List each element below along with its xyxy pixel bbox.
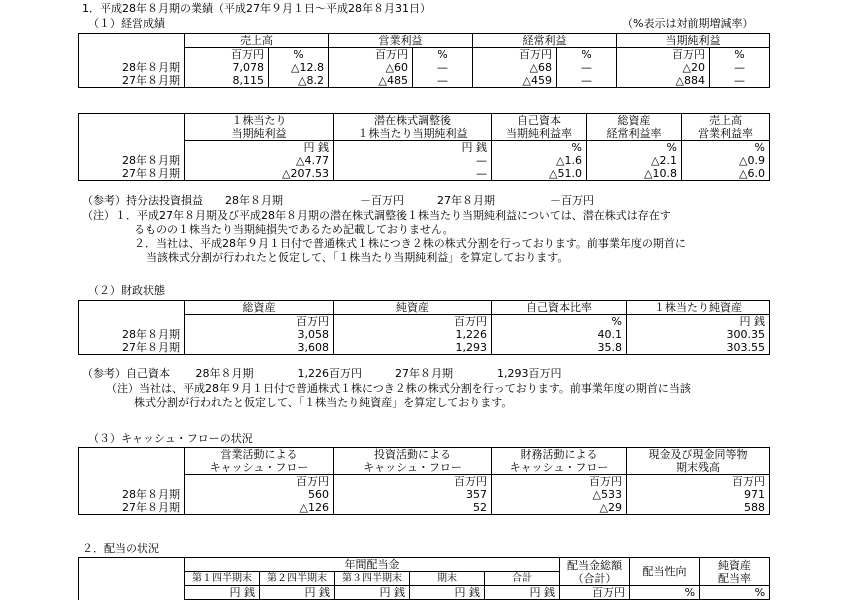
unit-cell: 百万円 (185, 315, 334, 329)
value-cell: △459 (473, 74, 557, 88)
per-share-table (78, 113, 770, 181)
col-header: 経常利益 (473, 34, 617, 48)
row-label: 28年８月期 (79, 61, 185, 74)
col-header: 期末 (410, 572, 485, 586)
value-cell: — (710, 74, 770, 88)
corner-cell (79, 448, 185, 475)
corner-cell (79, 586, 185, 600)
row-label: 28年８月期 (79, 488, 185, 501)
unit-cell: 円 銭 (260, 586, 335, 600)
value-cell: 8,115 (185, 74, 269, 88)
unit-cell: 円 銭 (335, 586, 410, 600)
unit-cell: 百万円 (185, 48, 269, 62)
percent-note: （%表示は対前期増減率） (622, 17, 754, 30)
table-row (79, 167, 770, 181)
unit-cell: 百万円 (560, 586, 630, 600)
col-header: 営業利益 (329, 34, 473, 48)
value-cell: 303.55 (627, 341, 770, 355)
value-cell: △126 (185, 501, 334, 515)
corner-cell (79, 475, 185, 489)
unit-cell: % (682, 141, 770, 155)
value-cell: — (557, 61, 617, 74)
table-row (79, 74, 770, 88)
col-header: 配当性向 (630, 558, 700, 586)
corner-cell (79, 141, 185, 155)
col-header: 第３四半期末 (335, 572, 410, 586)
table-row (79, 61, 770, 74)
table-row (79, 154, 770, 167)
notes-block (82, 209, 686, 265)
unit-cell: 円 銭 (185, 141, 334, 155)
table-row (79, 501, 770, 515)
col-header: 合計 (485, 572, 560, 586)
value-cell: — (710, 61, 770, 74)
unit-cell: 円 銭 (485, 586, 560, 600)
value-cell: △533 (492, 488, 627, 501)
col-header: 総資産 (185, 301, 334, 315)
corner-cell (79, 558, 185, 586)
section-title-cash-flows: （３）キャッシュ・フローの状況 (88, 432, 253, 445)
col-header: 営業活動による キャッシュ・フロー (185, 448, 334, 475)
value-cell: △8.2 (269, 74, 329, 88)
value-cell: 971 (627, 488, 770, 501)
col-header: 売上高 (185, 34, 329, 48)
value-cell: 560 (185, 488, 334, 501)
value-cell: △207.53 (185, 167, 334, 181)
unit-cell: % (492, 315, 627, 329)
note-line: 株式分割が行われたと仮定して、「１株当たり純資産」を算定しております。 (134, 396, 513, 409)
dividends-table (78, 557, 770, 600)
unit-cell: 百万円 (334, 315, 492, 329)
value-cell: 3,058 (185, 328, 334, 341)
value-cell: 7,078 (185, 61, 269, 74)
table-row (79, 328, 770, 341)
value-cell: 35.8 (492, 341, 627, 355)
value-cell: △10.8 (587, 167, 682, 181)
dividends-heading: ２．配当の状況 (82, 542, 159, 555)
col-header: 純資産 (334, 301, 492, 315)
value-cell: 1,226 (334, 328, 492, 341)
note-line: るものの１株当たり当期純損失であるため記載しておりません。 (134, 223, 454, 236)
value-cell: △12.8 (269, 61, 329, 74)
col-header: 純資産 配当率 (700, 558, 770, 586)
col-header: 売上高 営業利益率 (682, 114, 770, 141)
value-cell: 1,293 (334, 341, 492, 355)
reference-equity: （参考）自己資本 28年８月期 1,226百万円 27年８月期 1,293百万円 (82, 367, 562, 380)
notes-block (82, 382, 691, 410)
col-header: 第２四半期末 (260, 572, 335, 586)
value-cell: 40.1 (492, 328, 627, 341)
note-line: （注）１．平成27年８月期及び平成28年８月期の潜在株式調整後１株当たり当期純利益については、潜在株式は存在す (82, 209, 671, 222)
unit-cell: 百万円 (334, 475, 492, 489)
unit-cell: % (700, 586, 770, 600)
value-cell: 3,608 (185, 341, 334, 355)
section-title-operating-results: （１）経営成績 (88, 17, 165, 30)
value-cell: △485 (329, 74, 413, 88)
row-label: 28年８月期 (79, 328, 185, 341)
col-header: １株当たり純資産 (627, 301, 770, 315)
col-header: １株当たり 当期純利益 (185, 114, 334, 141)
table-row (79, 341, 770, 355)
reference-equity-method: （参考）持分法投資損益 28年８月期 －百万円 27年８月期 －百万円 (82, 194, 594, 207)
section-title-financial-position: （２）財政状態 (88, 284, 165, 297)
value-cell: △0.9 (682, 154, 770, 167)
unit-cell: 円 銭 (185, 586, 260, 600)
corner-cell (79, 301, 185, 315)
value-cell: △68 (473, 61, 557, 74)
unit-cell: % (587, 141, 682, 155)
value-cell: — (557, 74, 617, 88)
page-heading: 1．平成28年８月期の業績（平成27年９月１日～平成28年８月31日） (82, 2, 431, 15)
value-cell: △20 (617, 61, 710, 74)
value-cell: — (413, 61, 473, 74)
operating-results-table (78, 33, 770, 88)
annual-dividend-header: 年間配当金 (185, 558, 560, 572)
note-line: （注）当社は、平成28年９月１日付で普通株式１株につき２株の株式分割を行っております。前事業年度の期首に当該 (106, 382, 691, 395)
col-header: 潜在株式調整後 １株当たり当期純利益 (334, 114, 492, 141)
value-cell: — (334, 167, 492, 181)
unit-cell: 百万円 (627, 475, 770, 489)
col-header: 財務活動による キャッシュ・フロー (492, 448, 627, 475)
corner-cell (79, 315, 185, 329)
financial-position-table (78, 300, 770, 355)
value-cell: 357 (334, 488, 492, 501)
col-header: 自己資本比率 (492, 301, 627, 315)
unit-cell: 円 銭 (334, 141, 492, 155)
unit-cell: 百万円 (473, 48, 557, 62)
value-cell: — (413, 74, 473, 88)
row-label: 27年８月期 (79, 74, 185, 88)
value-cell: 300.35 (627, 328, 770, 341)
row-label: 28年８月期 (79, 154, 185, 167)
corner-cell (79, 34, 185, 48)
unit-cell: % (710, 48, 770, 62)
unit-cell: 百万円 (492, 475, 627, 489)
note-line: 当該株式分割が行われたと仮定して、「１株当たり当期純利益」を算定しております。 (146, 251, 569, 264)
unit-cell: 百万円 (185, 475, 334, 489)
value-cell: 588 (627, 501, 770, 515)
col-header: 自己資本 当期純利益率 (492, 114, 587, 141)
col-header: 第１四半期末 (185, 572, 260, 586)
corner-cell (79, 114, 185, 141)
row-label: 27年８月期 (79, 341, 185, 355)
row-label: 27年８月期 (79, 501, 185, 515)
col-header: 総資産 経常利益率 (587, 114, 682, 141)
value-cell: △1.6 (492, 154, 587, 167)
table-row (79, 488, 770, 501)
value-cell: △60 (329, 61, 413, 74)
value-cell: — (334, 154, 492, 167)
unit-cell: % (269, 48, 329, 62)
unit-cell: % (492, 141, 587, 155)
value-cell: △51.0 (492, 167, 587, 181)
col-header: 投資活動による キャッシュ・フロー (334, 448, 492, 475)
unit-cell: % (413, 48, 473, 62)
col-header: 当期純利益 (617, 34, 770, 48)
value-cell: △2.1 (587, 154, 682, 167)
unit-cell: % (557, 48, 617, 62)
value-cell: △6.0 (682, 167, 770, 181)
value-cell: △29 (492, 501, 627, 515)
unit-cell: 円 銭 (627, 315, 770, 329)
corner-cell (79, 48, 185, 62)
value-cell: 52 (334, 501, 492, 515)
unit-cell: 百万円 (329, 48, 413, 62)
note-line: ２．当社は、平成28年９月１日付で普通株式１株につき２株の株式分割を行っております。前事業年度の期首に (134, 237, 686, 250)
col-header: 配当金総額 （合計） (560, 558, 630, 586)
unit-cell: 円 銭 (410, 586, 485, 600)
col-header: 現金及び現金同等物 期末残高 (627, 448, 770, 475)
unit-cell: 百万円 (617, 48, 710, 62)
unit-cell: % (630, 586, 700, 600)
row-label: 27年８月期 (79, 167, 185, 181)
value-cell: △4.77 (185, 154, 334, 167)
cash-flows-table (78, 447, 770, 515)
value-cell: △884 (617, 74, 710, 88)
